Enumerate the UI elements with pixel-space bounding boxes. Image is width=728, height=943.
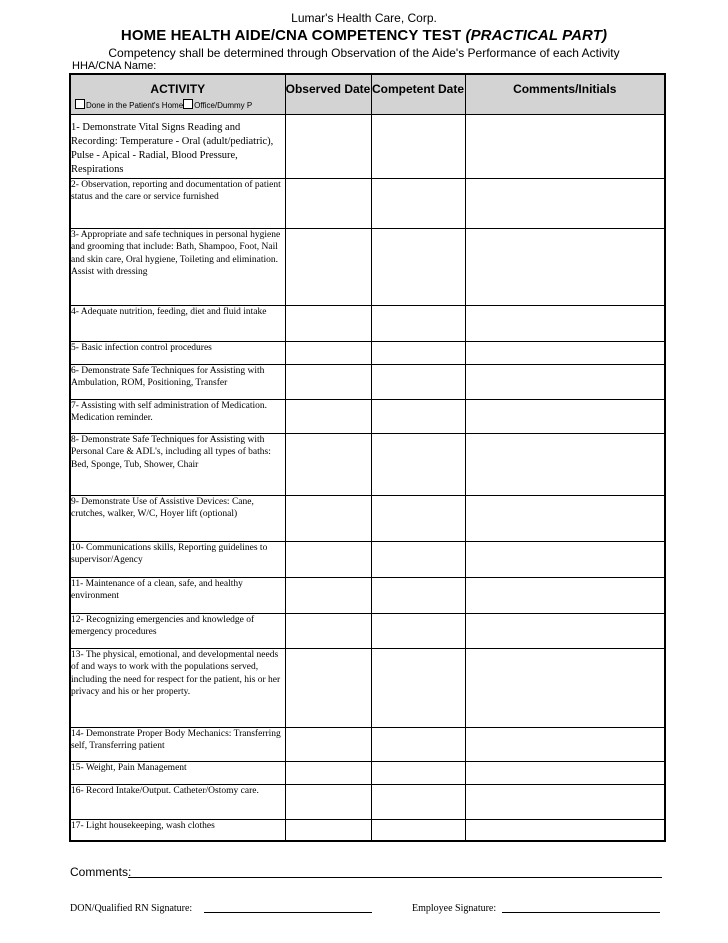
competent-date-cell[interactable]	[371, 399, 465, 433]
form-title	[0, 27, 728, 44]
table-header-row	[70, 74, 665, 114]
column-header-competent-date: Competent Date	[371, 74, 465, 114]
observed-date-cell[interactable]	[285, 727, 371, 761]
observed-date-cell[interactable]	[285, 305, 371, 341]
comments-cell[interactable]	[465, 648, 665, 727]
table-row	[70, 541, 665, 577]
employee-signature-label: Employee Signature:	[412, 903, 497, 914]
competent-date-cell[interactable]	[371, 228, 465, 305]
form-title-italic: (PRACTICAL PART)	[465, 27, 608, 44]
column-header-observed-date: Observed Date	[285, 74, 371, 114]
observed-date-cell[interactable]	[285, 399, 371, 433]
location-legend	[71, 99, 285, 110]
employee-signature-line[interactable]	[502, 912, 660, 913]
observed-date-cell[interactable]	[285, 114, 371, 178]
activity-cell: 5- Basic infection control procedures	[70, 341, 285, 364]
table-row	[70, 228, 665, 305]
table-row	[70, 178, 665, 228]
comments-cell[interactable]	[465, 178, 665, 228]
comments-cell[interactable]	[465, 819, 665, 841]
competent-date-cell[interactable]	[371, 305, 465, 341]
table-row	[70, 114, 665, 178]
competent-date-cell[interactable]	[371, 541, 465, 577]
competent-date-cell[interactable]	[371, 819, 465, 841]
observed-date-cell[interactable]	[285, 784, 371, 819]
comments-line[interactable]	[128, 877, 662, 878]
activity-header-label: ACTIVITY	[150, 82, 206, 96]
observed-date-cell[interactable]	[285, 364, 371, 399]
comments-cell[interactable]	[465, 727, 665, 761]
competent-date-cell[interactable]	[371, 648, 465, 727]
activity-cell: 8- Demonstrate Safe Techniques for Assisting with Personal Care & ADL's, including all types of baths: Bed, Sponge, Tub, Shower, Chair	[70, 433, 285, 495]
activity-cell: 2- Observation, reporting and documentation of patient status and the care or service furnished	[70, 178, 285, 228]
activity-cell: 9- Demonstrate Use of Assistive Devices: Cane, crutches, walker, W/C, Hoyer lift (optional)	[70, 495, 285, 541]
observed-date-cell[interactable]	[285, 341, 371, 364]
comments-cell[interactable]	[465, 341, 665, 364]
comments-cell[interactable]	[465, 364, 665, 399]
observed-date-cell[interactable]	[285, 648, 371, 727]
competent-date-cell[interactable]	[371, 784, 465, 819]
observed-date-cell[interactable]	[285, 819, 371, 841]
table-row	[70, 305, 665, 341]
table-row	[70, 399, 665, 433]
table-row	[70, 577, 665, 613]
activity-cell: 1- Demonstrate Vital Signs Reading and Recording: Temperature - Oral (adult/pediatric), Pulse - Apical - Radial, Blood Pressure, Respirations	[70, 114, 285, 178]
activity-cell: 10- Communications skills, Reporting guidelines to supervisor/Agency	[70, 541, 285, 577]
competent-date-cell[interactable]	[371, 433, 465, 495]
observed-date-cell[interactable]	[285, 178, 371, 228]
activity-cell: 17- Light housekeeping, wash clothes	[70, 819, 285, 841]
comments-cell[interactable]	[465, 761, 665, 784]
competent-date-cell[interactable]	[371, 495, 465, 541]
office-checkbox[interactable]	[183, 99, 193, 109]
column-header-comments: Comments/Initials	[465, 74, 665, 114]
form-title-main: HOME HEALTH AIDE/CNA COMPETENCY TEST	[120, 27, 466, 44]
table-row	[70, 761, 665, 784]
activity-cell: 13- The physical, emotional, and developmental needs of and ways to work with the populations served, including the need for respect for the patient, his or her privacy and his or her property.	[70, 648, 285, 727]
comments-cell[interactable]	[465, 495, 665, 541]
home-checkbox[interactable]	[75, 99, 85, 109]
name-field-label: HHA/CNA Name:	[72, 60, 157, 72]
competent-date-cell[interactable]	[371, 364, 465, 399]
comments-cell[interactable]	[465, 784, 665, 819]
comments-cell[interactable]	[465, 541, 665, 577]
comments-cell[interactable]	[465, 114, 665, 178]
activity-cell: 11- Maintenance of a clean, safe, and healthy environment	[70, 577, 285, 613]
competent-date-cell[interactable]	[371, 577, 465, 613]
activity-cell: 6- Demonstrate Safe Techniques for Assisting with Ambulation, ROM, Positioning, Transfer	[70, 364, 285, 399]
competency-table	[69, 73, 666, 842]
comments-label: Comments:	[70, 865, 132, 879]
activity-cell: 15- Weight, Pain Management	[70, 761, 285, 784]
column-header-activity	[70, 74, 285, 114]
observed-date-cell[interactable]	[285, 433, 371, 495]
comments-cell[interactable]	[465, 613, 665, 648]
company-name: Lumar's Health Care, Corp.	[291, 11, 437, 25]
table-row	[70, 648, 665, 727]
table-row	[70, 613, 665, 648]
activity-cell: 7- Assisting with self administration of Medication. Medication reminder.	[70, 399, 285, 433]
office-checkbox-label: Office/Dummy P	[194, 101, 253, 110]
competent-date-cell[interactable]	[371, 761, 465, 784]
rn-signature-label: DON/Qualified RN Signature:	[70, 903, 193, 914]
rn-signature-line[interactable]	[204, 912, 372, 913]
table-row	[70, 364, 665, 399]
activity-cell: 16- Record Intake/Output. Catheter/Ostomy care.	[70, 784, 285, 819]
table-row	[70, 819, 665, 841]
comments-cell[interactable]	[465, 433, 665, 495]
observed-date-cell[interactable]	[285, 228, 371, 305]
table-body	[70, 114, 665, 841]
comments-cell[interactable]	[465, 228, 665, 305]
competent-date-cell[interactable]	[371, 178, 465, 228]
comments-cell[interactable]	[465, 577, 665, 613]
competent-date-cell[interactable]	[371, 727, 465, 761]
observed-date-cell[interactable]	[285, 577, 371, 613]
activity-cell: 4- Adequate nutrition, feeding, diet and fluid intake	[70, 305, 285, 341]
activity-cell: 12- Recognizing emergencies and knowledge of emergency procedures	[70, 613, 285, 648]
table-row	[70, 341, 665, 364]
competent-date-cell[interactable]	[371, 114, 465, 178]
activity-cell: 14- Demonstrate Proper Body Mechanics: Transferring self, Transferring patient	[70, 727, 285, 761]
observed-date-cell[interactable]	[285, 761, 371, 784]
observed-date-cell[interactable]	[285, 541, 371, 577]
observed-date-cell[interactable]	[285, 613, 371, 648]
competent-date-cell[interactable]	[371, 613, 465, 648]
comments-cell[interactable]	[465, 399, 665, 433]
home-checkbox-label: Done in the Patient's Home	[86, 101, 184, 110]
table-row	[70, 495, 665, 541]
activity-cell: 3- Appropriate and safe techniques in personal hygiene and grooming that include: Bath, Shampoo, Foot, Nail and skin care, Oral hygiene, Toileting and elimination. Assist with dressing	[70, 228, 285, 305]
table-row	[70, 784, 665, 819]
table-row	[70, 433, 665, 495]
comments-cell[interactable]	[465, 305, 665, 341]
form-subtitle: Competency shall be determined through Observation of the Aide's Performance of each Activity	[108, 46, 620, 60]
table-row	[70, 727, 665, 761]
observed-date-cell[interactable]	[285, 495, 371, 541]
competent-date-cell[interactable]	[371, 341, 465, 364]
